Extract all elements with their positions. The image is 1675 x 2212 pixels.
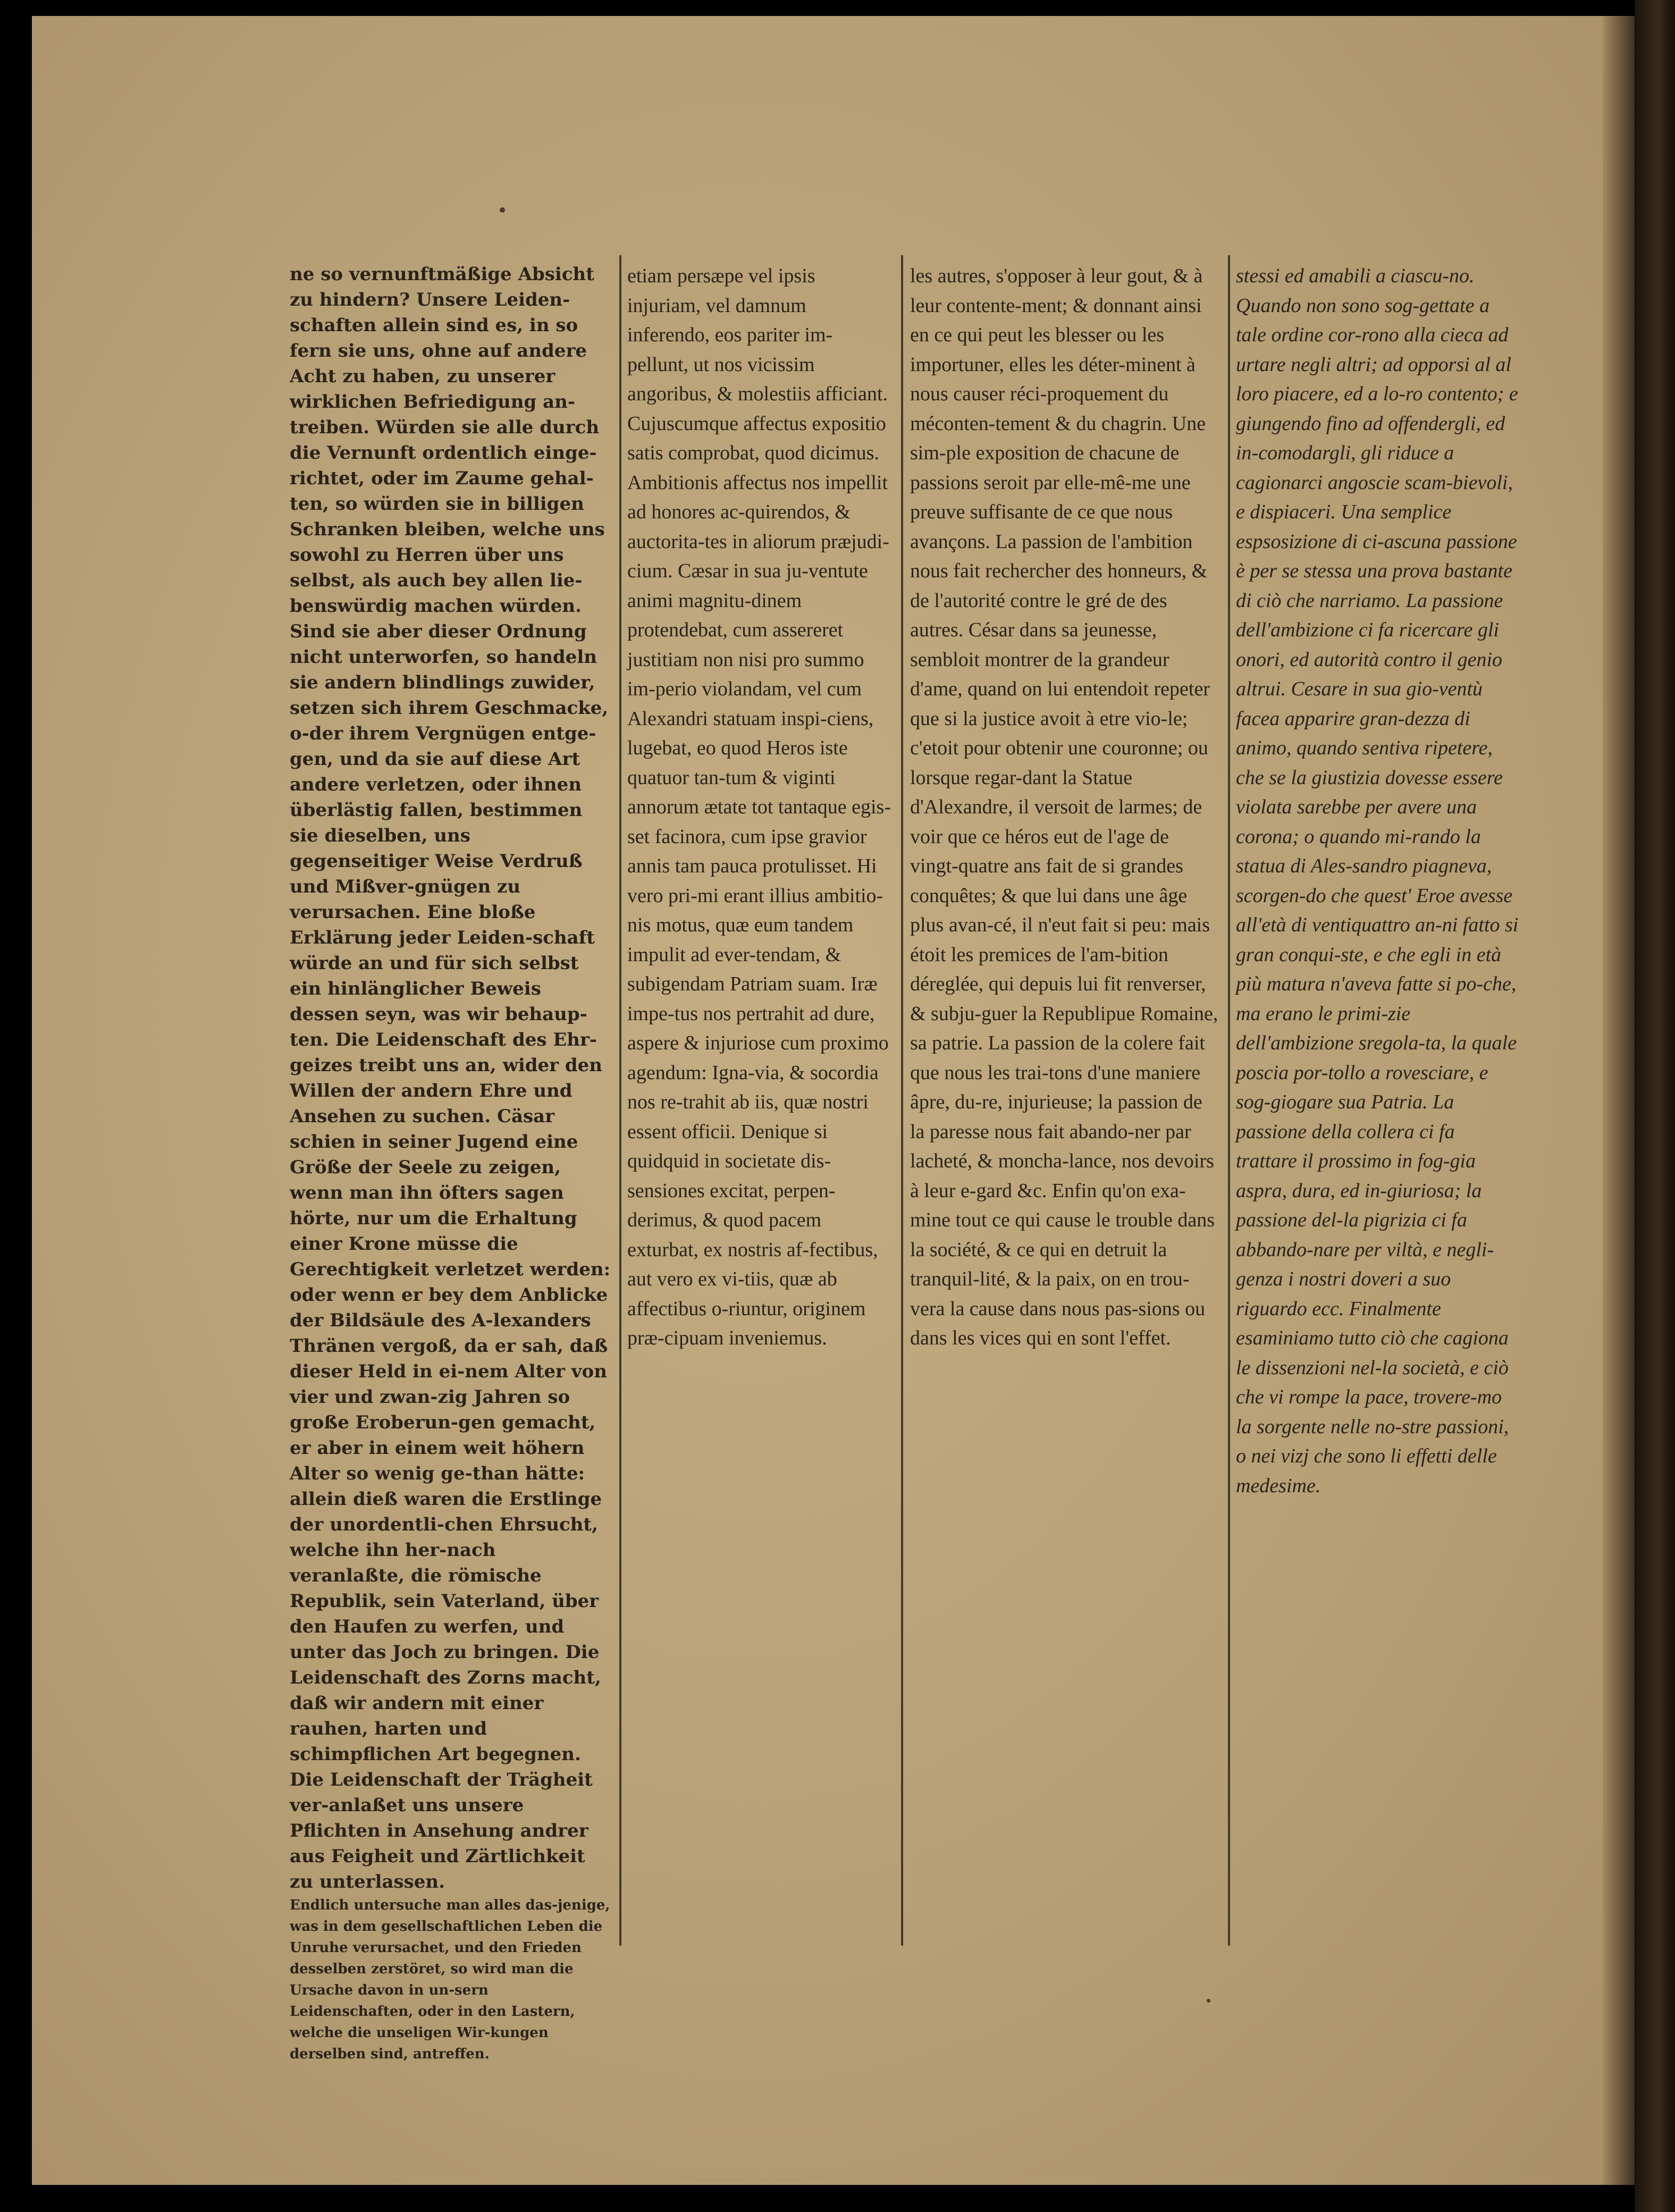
column-rule: [1228, 255, 1230, 1946]
french-text: les autres, s'opposer à leur gout, & à leur contente-ment; & donnant ainsi en ce qui peut les blesser ou les importuner, elles les déter-minent à nous causer réci-proquement du méconten-tement & du chagrin. Une sim-ple exposition de chacune de passions seroit par elle-mê-me une preuve suffisante de ce que nous avançons. La passion de l'ambition nous fait rechercher des honneurs, & de l'autorité contre le gré de des autres. César dans sa jeunesse, sembloit montrer de la grandeur d'ame, quand on lui entendoit repeter que si la justice avoit à etre vio-le; c'etoit pour obtenir une couronne; ou lorsque regar-dant la Statue d'Alexandre, il versoit de larmes; de voir que ce héros eut de l'age de vingt-quatre ans fait de si grandes conquêtes; & que lui dans une âge plus avan-cé, il n'eut fait si peu: mais étoit les premices de l'am-bition déreglée, qui depuis lui fit renverser, & subju-guer la Republipue Romaine, sa patrie. La passion de la colere fait que nous les trai-tons d'une maniere âpre, du-re, injurieuse; la passion de la paresse nous fait abando-ner par lacheté, & moncha-lance, nos devoirs à leur e-gard &c. Enfin qu'on exa-mine tout ce qui cause le trouble dans la société, & ce qui en detruit la tranquil-lité, & la paix, on en trou-vera la cause dans nous pas-sions ou dans les vices qui en sont l'effet.: [910, 265, 1218, 1349]
latin-column: [627, 262, 893, 1941]
german-closing-note: Endlich untersuche man alles das-jenige, was in dem gesellschaftlichen Leben die Unruhe verursachet, und den Frieden desselben zerstöret, so wird man die Ursache davon in un-sern Leidenschaften, oder in den Lastern, welche die unseligen Wir-kungen derselben sind, antreffen.: [290, 1897, 610, 2062]
column-rule: [619, 255, 621, 1946]
italian-column: [1236, 262, 1520, 1941]
column-rule: [901, 255, 903, 1946]
german-text: ne so vernunftmäßige Absicht zu hindern? Unsere Leiden-schaften allein sind es, in so fern sie uns, ohne auf andere Acht zu haben, zu unserer wirklichen Befriedigung an-treiben. Würden sie alle durch die Vernunft ordentlich einge-richtet, oder im Zaume gehal-ten, so würden sie in billigen Schranken bleiben, welche uns sowohl zu Herren über uns selbst, als auch bey allen lie-benswürdig machen würden. Sind sie aber dieser Ordnung nicht unterworfen, so handeln sie andern blindlings zuwider, setzen sich ihrem Geschmacke, o-der ihrem Vergnügen entge-gen, und da sie auf diese Art andere verletzen, oder ihnen überlästig fallen, bestimmen sie dieselben, uns gegenseitiger Weise Verdruß und Mißver-gnügen zu verursachen. Eine bloße Erklärung jeder Leiden-schaft würde an und für sich selbst ein hinlänglicher Beweis dessen seyn, was wir behaup-ten. Die Leidenschaft des Ehr-geizes treibt uns an, wider den Willen der andern Ehre und Ansehen zu suchen. Cäsar schien in seiner Jugend eine Größe der Seele zu zeigen, wenn man ihn öfters sagen hörte, nur um die Erhaltung einer Krone müsse die Gerechtigkeit verletzet werden: oder wenn er bey dem Anblicke der Bildsäule des A-lexanders Thränen vergoß, da er sah, daß dieser Held in ei-nem Alter von vier und zwan-zig Jahren so große Eroberun-gen gemacht, er aber in einem weit höhern Alter so wenig ge-than hätte: allein dieß waren die Erstlinge der unordentli-chen Ehrsucht, welche ihn her-nach veranlaßte, die römische Republik, sein Vaterland, über den Haufen zu werfen, und unter das Joch zu bringen. Die Leidenschaft des Zorns macht, daß wir andern mit einer rauhen, harten und schimpflichen Art begegnen. Die Leidenschaft der Trägheit ver-anlaßet uns unsere Pflichten in Ansehung andrer aus Feigheit und Zärtlichkeit zu unterlassen.: [290, 264, 611, 1893]
ink-speck: [1207, 1999, 1210, 2003]
italian-text: stessi ed amabili a ciascu-no. Quando non sono sog-gettate a tale ordine cor-rono alla cieca ad urtare negli altri; ad opporsi al al loro piacere, ed a lo-ro contento; e giungendo fino ad offendergli, ed in-comodargli, gli riduce a cagionarci angoscie scam-bievoli, e dispiaceri. Una semplice espsosizione di ci-ascuna passione è per se stessa una prova bastante di ciò che narriamo. La passione dell'ambizione ci fa ricercare gli onori, ed autorità contro il genio altrui. Cesare in sua gio-ventù facea apparire gran-dezza di animo, quando sentiva ripetere, che se la giustizia dovesse essere violata sarebbe per avere una corona; o quando mi-rando la statua di Ales-sandro piagneva, scorgen-do che quest' Eroe avesse all'età di ventiquattro an-ni fatto si gran conqui-ste, e che egli in età più matura n'aveva fatte si po-che, ma erano le primi-zie dell'ambizione sregola-ta, la quale poscia por-tollo a rovesciare, e sog-giogare sua Patria. La passione della collera ci fa trattare il prossimo in fog-gia aspra, dura, ed in-giuriosa; la passione del-la pigrizia ci fa abbando-nare per viltà, e negli-genza i nostri doveri a suo riguardo ecc. Finalmente esaminiamo tutto ciò che cagiona le dissenzioni nel-la società, e ciò che vi rompe la pace, trovere-mo la sorgente nelle no-stre passioni, o nei vizj che sono li effetti delle medesime.: [1236, 265, 1519, 1497]
latin-text: etiam persæpe vel ipsis injuriam, vel damnum inferendo, eos pariter im-pellunt, ut nos vicissim angoribus, & molestiis afficiant. Cujuscumque affectus expositio satis comprobat, quod dicimus. Ambitionis affectus nos impellit ad honores ac-quirendos, & auctorita-tes in aliorum præjudi-cium. Cæsar in sua ju-ventute animi magnitu-dinem protendebat, cum assereret justitiam non nisi pro summo im-perio violandam, vel cum Alexandri statuam inspi-ciens, lugebat, eo quod Heros iste quatuor tan-tum & viginti annorum ætate tot tantaque egis-set facinora, cum ipse gravior annis tam pauca protulisset. Hi vero pri-mi erant illius ambitio-nis motus, quæ eum tandem impulit ad ever-tendam, & subigendam Patriam suam. Iræ impe-tus nos pertrahit ad dure, aspere & injuriose cum proximo agendum: Igna-via, & socordia nos re-trahit ab iis, quæ nostri essent officii. Denique si quidquid in societate dis-sensiones excitat, perpen-derimus, & quod pacem exturbat, ex nostris af-fectibus, aut vero ex vi-tiis, quæ ab affectibus o-riuntur, originem præ-cipuam inveniemus.: [627, 265, 891, 1349]
german-column: [290, 262, 614, 2062]
french-column: [910, 262, 1221, 1941]
book-binding: [1635, 0, 1675, 2212]
ink-speck: [500, 207, 505, 213]
page-edge-shadow: [1603, 16, 1635, 2185]
